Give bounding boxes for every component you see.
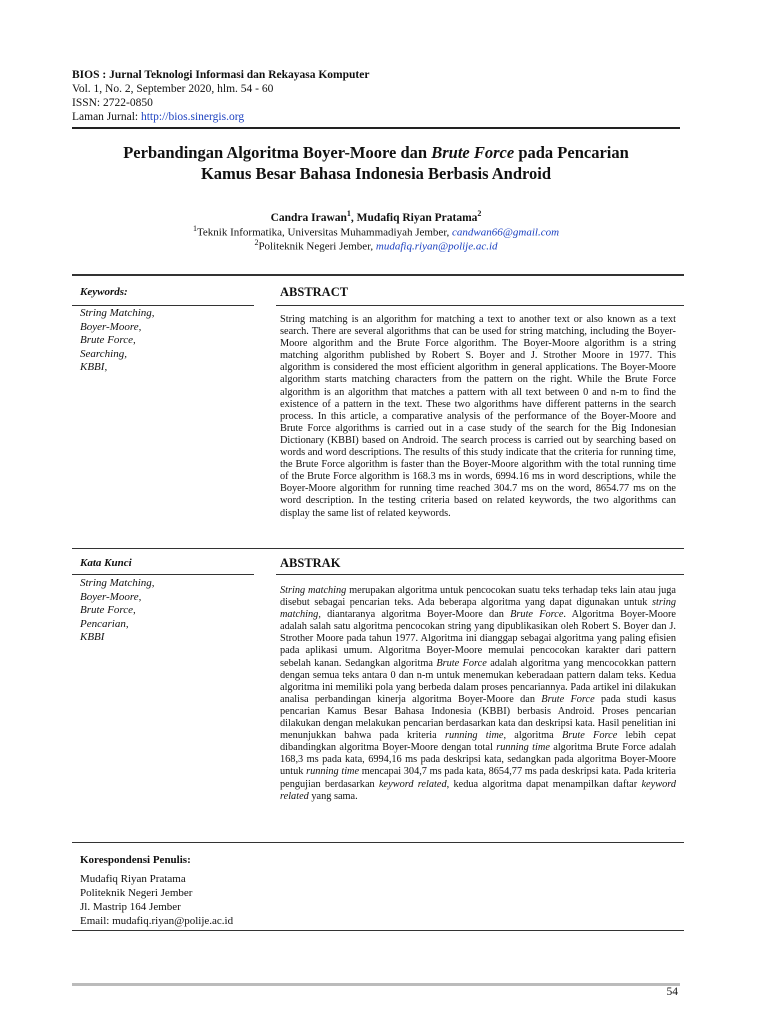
kata-kunci-list — [80, 577, 155, 645]
affiliation-2-email[interactable]: mudafiq.riyan@polije.ac.id — [375, 240, 498, 253]
journal-volume: Vol. 1, No. 2, September 2020, hlm. 54 - 60 — [72, 83, 274, 95]
abstrak-rule — [276, 574, 684, 575]
website-label: Laman Jurnal: — [72, 111, 141, 123]
abstrak-text-segment: adalah algoritma yang mencocokkan pattern dengan semua teks antara 0 dan n-m untuk menemukan keberadaan pattern dalam teks. Kedua algoritma ini memiliki pola yang berbeda dalam proses pencariannya. Pada artikel ini dilakukan analisa perbandingan kinerja algoritma Boyer-Moore dan — [280, 657, 676, 705]
abstrak-italic-term: running time — [496, 742, 550, 754]
abstrak-italic-term: Brute Force — [561, 730, 618, 742]
abstract-heading: ABSTRACT — [280, 285, 349, 299]
abstrak-italic-term: Brute Force — [436, 657, 487, 669]
section-rule-top — [72, 274, 684, 276]
keyword-item: String Matching, — [80, 307, 155, 319]
kata-kunci-item: KBBI — [80, 631, 105, 643]
keywords-rule — [72, 305, 254, 306]
author-1-sup: 1 — [346, 209, 351, 218]
abstrak-text-segment: merupakan algoritma untuk pencocokan suatu teks terhadap teks lain atau juga disebut sebagai pencarian teks. Ada beberapa algoritma yang dapat digunakan untuk — [280, 585, 676, 609]
affiliation-1-text: Teknik Informatika, Universitas Muhammadiyah Jember, — [196, 226, 453, 239]
correspondence-rule — [72, 842, 684, 843]
abstrak-italic-term: keyword related — [378, 778, 447, 790]
kata-kunci-item: Brute Force, — [80, 604, 136, 616]
abstrak-italic-term: running time — [444, 730, 504, 742]
affiliation-2-sup: 2 — [254, 238, 259, 247]
paper-title — [72, 142, 680, 184]
abstrak-italic-term: string matching, — [280, 597, 676, 621]
kata-kunci-item: Pencarian, — [80, 617, 129, 630]
abstrak-text-segment: yang sama. — [308, 790, 358, 802]
abstrak-italic-term: Brute Force — [510, 609, 564, 621]
affiliation-2-text: Politeknik Negeri Jember, — [258, 240, 376, 253]
journal-name: BIOS : Jurnal Teknologi Informasi dan Rekayasa Komputer — [72, 69, 370, 81]
abstrak-italic-term: String matching — [280, 585, 347, 596]
title-line-1 — [72, 142, 680, 163]
affiliation-2 — [72, 236, 680, 254]
title-part-1: Perbandingan Algoritma Boyer-Moore dan — [123, 143, 432, 162]
footer-rule — [72, 983, 680, 986]
kata-kunci-rule — [72, 574, 254, 575]
title-line-2: Kamus Besar Bahasa Indonesia Berbasis Android — [200, 164, 552, 183]
title-part-2: pada Pencarian — [514, 143, 629, 162]
author-2-sup: 2 — [477, 209, 482, 218]
correspondence-institution: Politeknik Negeri Jember — [80, 887, 193, 899]
abstrak-rule-top — [72, 548, 684, 549]
keyword-item: Brute Force, — [80, 334, 136, 346]
affiliation-1-email[interactable]: candwan66@gmail.com — [452, 226, 560, 239]
abstrak-text-segment: mencapai 304,7 ms pada kata, 8654,77 ms pada deskripsi kata. Pada kriteria pengujian berdasarkan — [280, 766, 676, 790]
abstrak-body — [280, 585, 676, 803]
abstrak-italic-term: running time — [306, 766, 360, 778]
abstrak-text-segment: , kedua algoritma dapat menampilkan daftar — [446, 778, 642, 790]
abstrak-text-segment: , algoritma — [503, 730, 562, 742]
abstract-body: String matching is an algorithm for matching a text to another text or also known as a text search. There are several algorithms that can be used for string matching, including the Boyer-Moore algorithm and the Brute Force algorithm. The Boyer-Moore algorithm is a string matching algorithm published by Robert S. Boyer and J. Strother Moore in 1977. This algorithm is considered the most efficient algorithm in general applications. The Boyer-Moore algorithm starts matching characters from the pattern on the right. While the Brute Force algorithm is an algorithm that matches a pattern with all text between 0 and n-m to find the existence of a pattern in the text. These two algorithms have different patterns in the search process. In this article, a comparative analysis of the performance of the Boyer-Moore and Brute Force algorithms is carried out in a case study of the search for the Big Indonesian Dictionary (KBBI) based on Android. The search process is carried out by searching based on words and word descriptions. The results of this study indicate that the criteria for running time, the Brute Force algorithm is faster than the Boyer-Moore algorithm with the total running time of the Brute Force algorithm is 168.3 ms in words, 6994.16 ms in word descriptions, while the Boyer-Moore algorithm for running time reached 304.7 ms on the word, 8654.77 ms on the word description. In the testing criteria based on related keywords, the two algorithms can display the same list of related keywords. — [280, 314, 676, 519]
abstrak-italic-term: keyword related — [280, 778, 676, 802]
keyword-item: Searching, — [80, 347, 127, 360]
abstrak-text-segment: diantaranya algoritma Boyer-Moore dan — [320, 609, 511, 621]
keywords-label: Keywords: — [80, 286, 128, 298]
correspondence-rule-bottom — [72, 930, 684, 931]
correspondence-email: Email: mudafiq.riyan@polije.ac.id — [80, 915, 234, 927]
author-separator: , — [350, 211, 357, 224]
abstrak-italic-term: Brute Force — [541, 693, 595, 705]
kata-kunci-item: String Matching, — [80, 577, 155, 589]
author-2: Mudafiq Riyan Pratama — [356, 211, 478, 224]
journal-header — [72, 68, 369, 124]
abstrak-text-segment: . Algoritma Boyer-Moore adalah salah satu algoritma pencocokan string yang dipublikasikan oleh Robert S. Boyer dan J. Strother Moore pada tahun 1977. Algoritma ini dianggap sebagai algoritma yang paling efisien pada aplikasi umum. Algoritma Boyer-Moore memulai pencocokan karakter dari pattern sebelah kanan. Sedangkan algoritma — [280, 609, 677, 669]
abstrak-heading: ABSTRAK — [280, 556, 341, 570]
affiliation-1-sup: 1 — [192, 224, 197, 233]
abstrak-text-segment: lebih cepat dibandingkan algoritma Boyer-Moore dengan total — [280, 730, 676, 754]
kata-kunci-item: Boyer-Moore, — [80, 590, 142, 603]
abstrak-text-segment: algoritma Brute Force adalah 168,3 ms pada kata, 6994,16 ms pada deskripsi kata, sedangkan pada algoritma Boyer-Moore untuk — [280, 742, 676, 778]
keyword-item: KBBI, — [80, 361, 108, 373]
abstrak-text-segment: pada studi kasus pencarian Kamus Besar Bahasa Indonesia (KBBI) berbasis Android. Proses pencarian dilakukan dengan melakukan pencarian berdasarkan kata dan deskripsi kata. Hasil penelitian ini menunjukkan bahwa pada kriteria — [280, 693, 677, 742]
keywords-list — [80, 307, 155, 375]
kata-kunci-label: Kata Kunci — [80, 557, 132, 569]
correspondence-details — [80, 872, 233, 928]
author-1: Candra Irawan — [270, 211, 347, 224]
journal-website — [72, 110, 369, 124]
correspondence-address: Jl. Mastrip 164 Jember — [80, 901, 181, 913]
correspondence-name: Mudafiq Riyan Pratama — [80, 873, 186, 885]
keyword-item: Boyer-Moore, — [80, 320, 142, 333]
abstract-rule — [276, 305, 684, 306]
page-number: 54 — [666, 986, 678, 998]
header-rule — [72, 127, 680, 129]
journal-issn: ISSN: 2722-0850 — [72, 97, 153, 109]
journal-website-link[interactable]: http://bios.sinergis.org — [140, 111, 245, 123]
correspondence-title: Korespondensi Penulis: — [80, 854, 191, 866]
title-italic: Brute Force — [431, 143, 515, 162]
